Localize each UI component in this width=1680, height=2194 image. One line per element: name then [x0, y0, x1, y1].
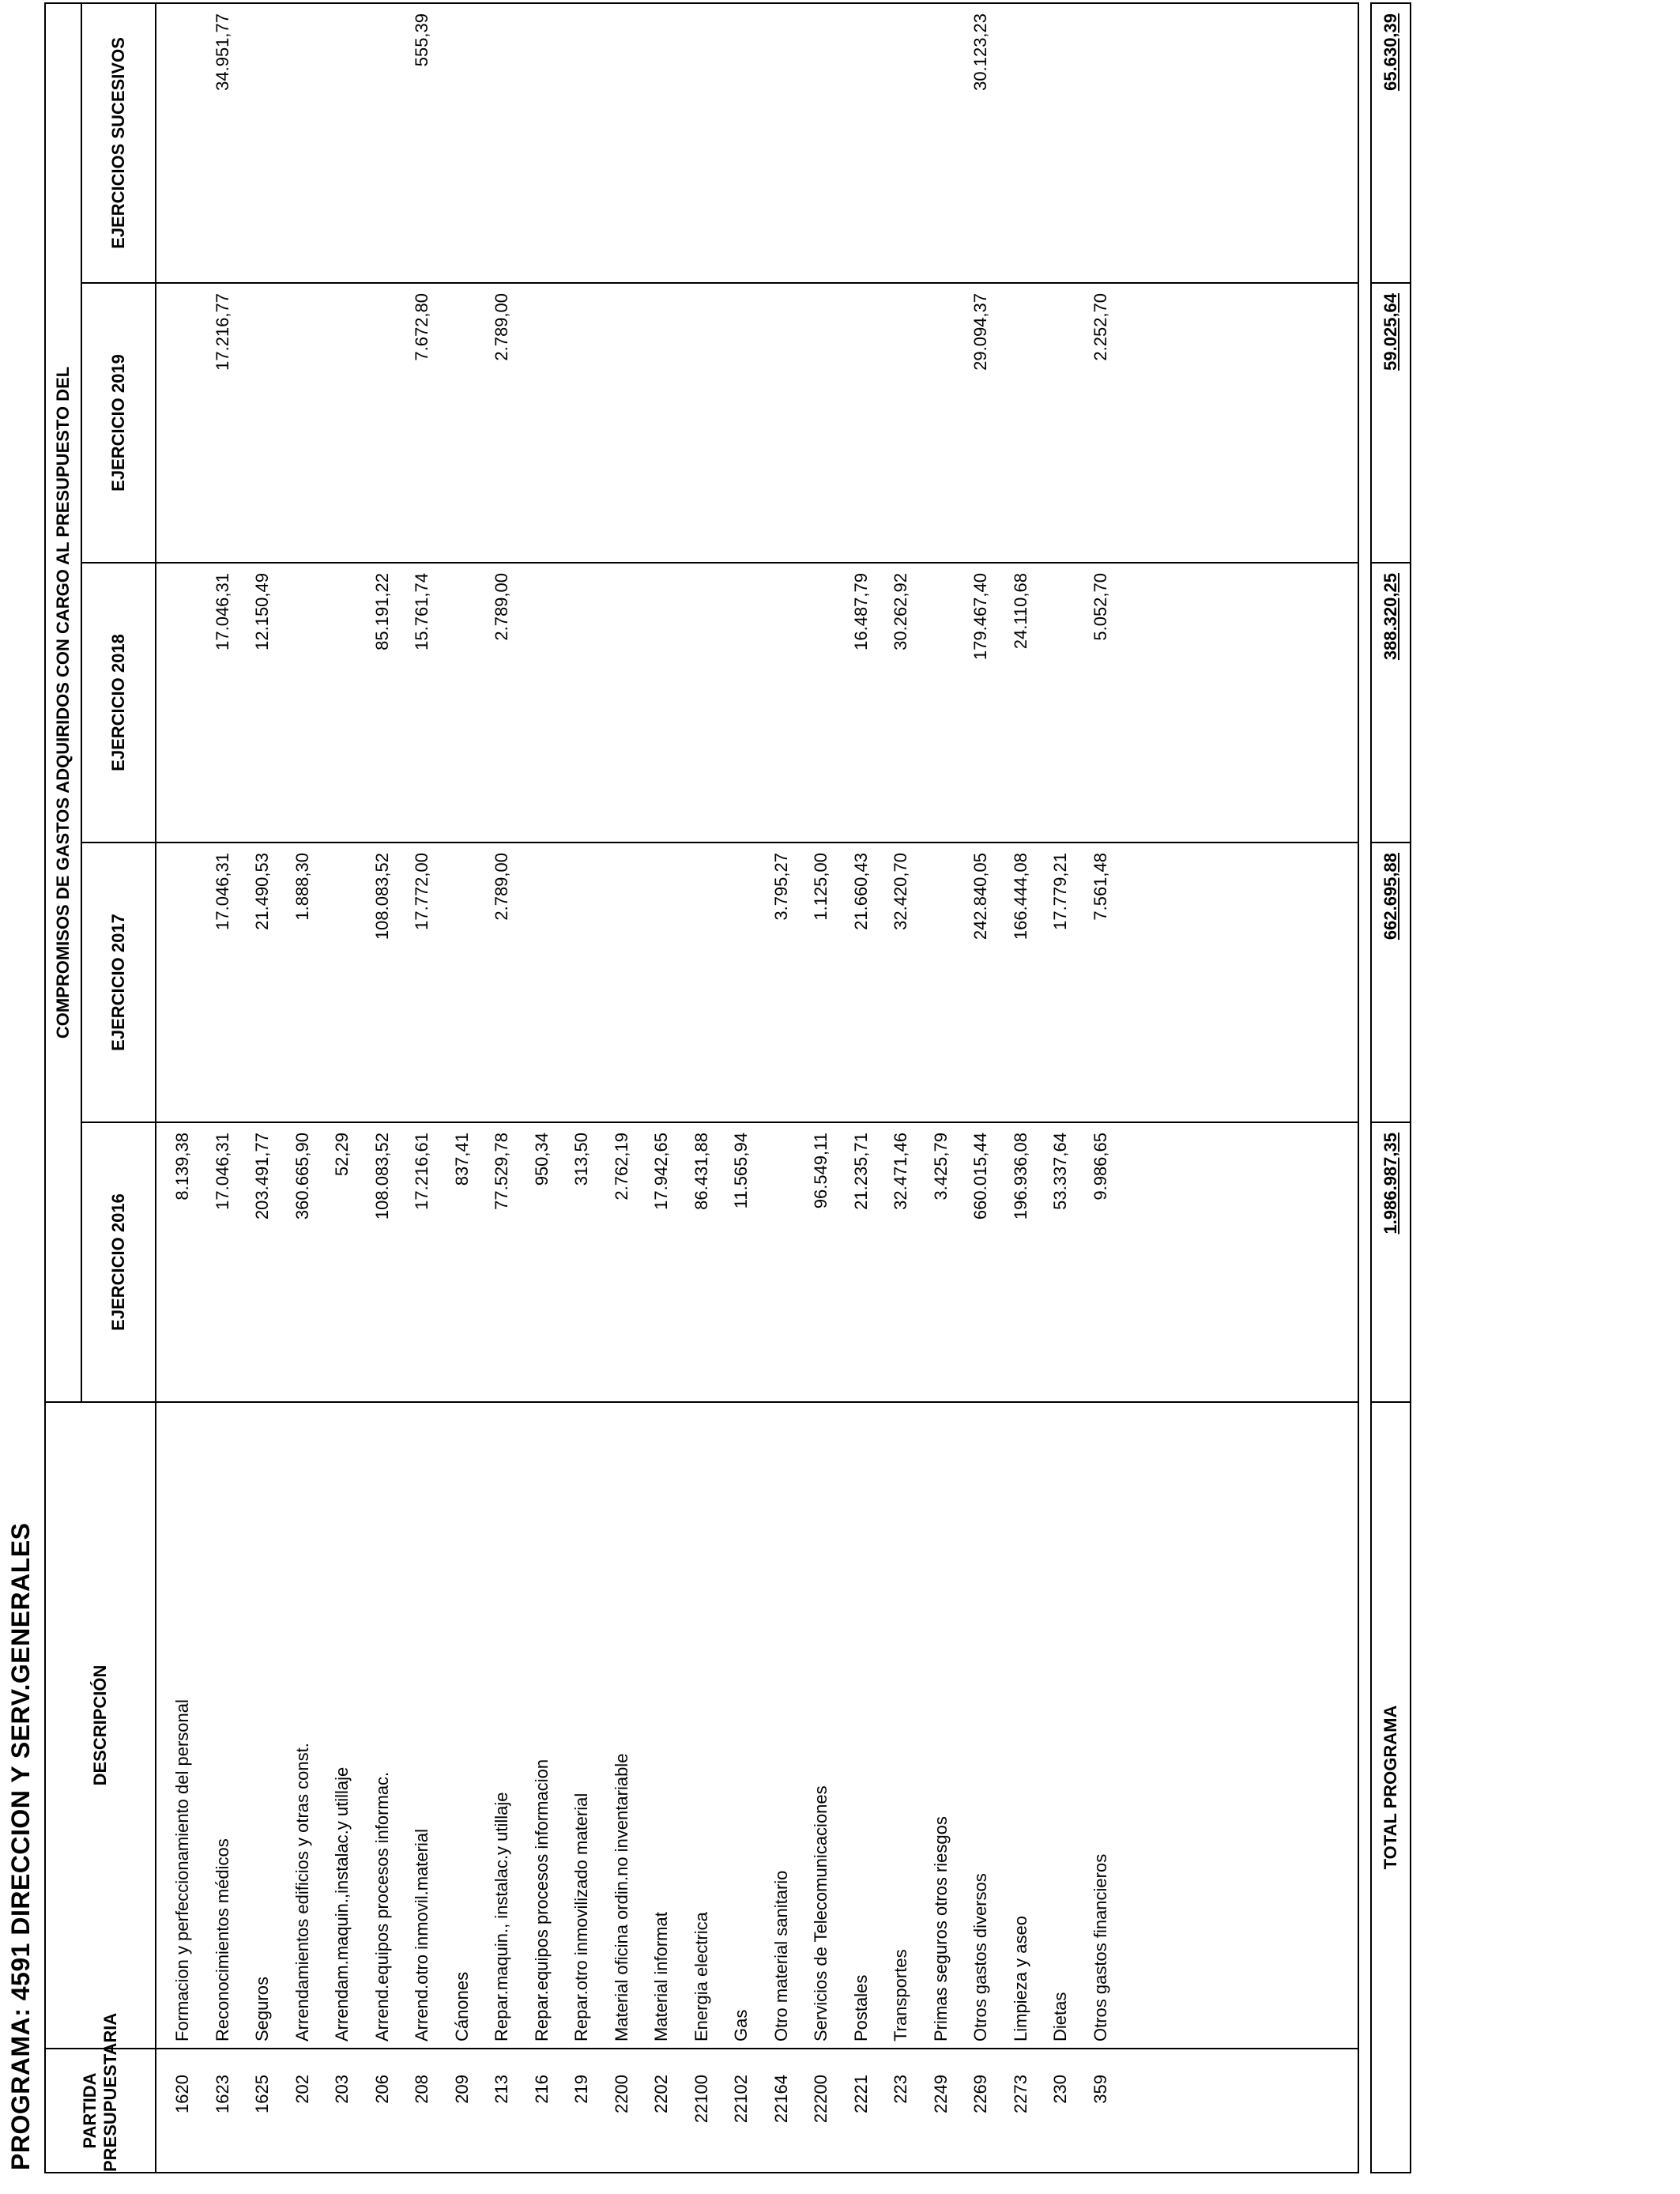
amount-sucesivos: [721, 3, 762, 283]
table-row: [881, 3, 921, 2173]
amount-sucesivos: [243, 3, 283, 283]
amount-2018: [801, 563, 842, 843]
amount-sucesivos: [1041, 3, 1081, 283]
table-row: [156, 3, 203, 2173]
partida-code: 202: [283, 2049, 323, 2173]
filler-cell: [1121, 283, 1358, 563]
amount-2017: 21.660,43: [842, 843, 882, 1122]
filler-cell: [1121, 1402, 1358, 2049]
filler-cell: [1121, 563, 1358, 843]
amount-2018: 24.110,68: [1001, 563, 1042, 843]
partida-code: 1623: [203, 2049, 243, 2173]
partida-code: 208: [402, 2049, 443, 2173]
partida-code: 2202: [642, 2049, 682, 2173]
table-row: [443, 3, 483, 2173]
amount-2019: [243, 283, 283, 563]
table-row: [363, 3, 403, 2173]
amount-2018: [522, 563, 563, 843]
amount-2017: [522, 843, 563, 1122]
table-row: [602, 3, 642, 2173]
amount-2018: 16.487,79: [842, 563, 882, 843]
filler-cell: [1121, 3, 1358, 283]
amount-2016: 17.216,61: [402, 1122, 443, 1402]
amount-2018: 17.046,31: [203, 563, 243, 843]
table-row: [402, 3, 443, 2173]
amount-2018: [682, 563, 722, 843]
amount-sucesivos: 555,39: [402, 3, 443, 283]
descripcion: Arrend.equipos procesos informac.: [363, 1402, 403, 2049]
amount-2019: [721, 283, 762, 563]
amount-2018: 2.789,00: [482, 563, 522, 843]
amount-2016: 660.015,44: [961, 1122, 1001, 1402]
partida-code: 1625: [243, 2049, 283, 2173]
descripcion: Material oficina ordin.no inventariable: [602, 1402, 642, 2049]
amount-2016: 950,34: [522, 1122, 563, 1402]
amount-2019: [443, 283, 483, 563]
amount-sucesivos: [682, 3, 722, 283]
descripcion: Reconocimientos médicos: [203, 1402, 243, 2049]
partida-code: 230: [1041, 2049, 1081, 2173]
amount-2018: [443, 563, 483, 843]
amount-2019: [283, 283, 323, 563]
total-2019: 59.025,64: [1371, 283, 1411, 563]
amount-2019: [801, 283, 842, 563]
header-ejercicio-2019: EJERCICIO 2019: [81, 283, 156, 563]
amount-2018: [1041, 563, 1081, 843]
amount-2019: [1001, 283, 1042, 563]
total-2017: 662.695,88: [1371, 843, 1411, 1122]
amount-2018: [762, 563, 802, 843]
amount-2017: 1.888,30: [283, 843, 323, 1122]
descripcion: Limpieza y aseo: [1001, 1402, 1042, 2049]
amount-2016: 53.337,64: [1041, 1122, 1081, 1402]
descripcion: Primas seguros otros riesgos: [921, 1402, 962, 2049]
amount-2017: [642, 843, 682, 1122]
descripcion: Energia electrica: [682, 1402, 722, 2049]
amount-2017: 108.083,52: [363, 843, 403, 1122]
amount-2018: 12.150,49: [243, 563, 283, 843]
amount-sucesivos: [881, 3, 921, 283]
amount-2016: 360.665,90: [283, 1122, 323, 1402]
descripcion: Repar.equipos procesos informacion: [522, 1402, 563, 2049]
amount-2017: 17.046,31: [203, 843, 243, 1122]
partida-code: 22102: [721, 2049, 762, 2173]
amount-2019: [642, 283, 682, 563]
amount-2016: 86.431,88: [682, 1122, 722, 1402]
amount-2016: 17.942,65: [642, 1122, 682, 1402]
table-row: [522, 3, 563, 2173]
descripcion: Transportes: [881, 1402, 921, 2049]
amount-2019: 17.216,77: [203, 283, 243, 563]
amount-sucesivos: [1081, 3, 1121, 283]
partida-code: 2273: [1001, 2049, 1042, 2173]
amount-2017: [562, 843, 602, 1122]
filler-cell: [1121, 843, 1358, 1122]
table-row: [243, 3, 283, 2173]
partida-code: 2269: [961, 2049, 1001, 2173]
budget-table: [44, 2, 1411, 2173]
amount-sucesivos: [283, 3, 323, 283]
amount-2017: [682, 843, 722, 1122]
amount-2019: [1041, 283, 1081, 563]
amount-sucesivos: 34.951,77: [203, 3, 243, 283]
amount-2016: 8.139,38: [156, 1122, 203, 1402]
header-descripcion: DESCRIPCIÓN: [45, 1402, 156, 2049]
amount-2019: [322, 283, 363, 563]
header-compromisos: COMPROMISOS DE GASTOS ADQUIRIDOS CON CARGO AL PRESUPUESTO DEL: [45, 3, 81, 1402]
table-row: [1081, 3, 1121, 2173]
amount-2019: [921, 283, 962, 563]
amount-2017: 7.561,48: [1081, 843, 1121, 1122]
amount-2019: [602, 283, 642, 563]
amount-2019: 2.789,00: [482, 283, 522, 563]
partida-code: 223: [881, 2049, 921, 2173]
amount-sucesivos: [642, 3, 682, 283]
partida-code: 206: [363, 2049, 403, 2173]
filler-cell: [1121, 1122, 1358, 1402]
total-2016: 1.986.987,35: [1371, 1122, 1411, 1402]
partida-code: 359: [1081, 2049, 1121, 2173]
amount-2019: [363, 283, 403, 563]
descripcion: Cánones: [443, 1402, 483, 2049]
total-label: TOTAL PROGRAMA: [1371, 1402, 1411, 2173]
partida-code: 213: [482, 2049, 522, 2173]
total-sucesivos: 65.630,39: [1371, 3, 1411, 283]
amount-2019: [762, 283, 802, 563]
amount-2018: 85.191,22: [363, 563, 403, 843]
table-row: [762, 3, 802, 2173]
descripcion: Arrendamientos edificios y otras const.: [283, 1402, 323, 2049]
amount-sucesivos: 30.123,23: [961, 3, 1001, 283]
table-row: [801, 3, 842, 2173]
amount-sucesivos: [1001, 3, 1042, 283]
amount-2016: 11.565,94: [721, 1122, 762, 1402]
amount-2018: 15.761,74: [402, 563, 443, 843]
table-row: [961, 3, 1001, 2173]
amount-2017: 17.772,00: [402, 843, 443, 1122]
amount-2017: 17.779,21: [1041, 843, 1081, 1122]
amount-2018: [921, 563, 962, 843]
descripcion: Material informat: [642, 1402, 682, 2049]
amount-2018: [156, 563, 203, 843]
amount-2016: 196.936,08: [1001, 1122, 1042, 1402]
amount-2016: 2.762,19: [602, 1122, 642, 1402]
table-row: [322, 3, 363, 2173]
amount-2019: [682, 283, 722, 563]
amount-2018: 5.052,70: [1081, 563, 1121, 843]
amount-2017: 21.490,53: [243, 843, 283, 1122]
descripcion: Formacion y perfeccionamiento del personal: [156, 1402, 203, 2049]
partida-code: 2200: [602, 2049, 642, 2173]
spacer-row: [1358, 3, 1371, 2173]
amount-2016: 17.046,31: [203, 1122, 243, 1402]
descripcion: Servicios de Telecomunicaciones: [801, 1402, 842, 2049]
amount-2016: 203.491,77: [243, 1122, 283, 1402]
amount-2016: 96.549,11: [801, 1122, 842, 1402]
descripcion: Otros gastos financieros: [1081, 1402, 1121, 2049]
amount-sucesivos: [322, 3, 363, 283]
descripcion: Dietas: [1041, 1402, 1081, 2049]
table-row: [283, 3, 323, 2173]
amount-sucesivos: [482, 3, 522, 283]
amount-2016: 3.425,79: [921, 1122, 962, 1402]
table-row: [721, 3, 762, 2173]
header-partida: PARTIDA PRESUPUESTARIA: [45, 2049, 156, 2173]
header-ejercicio-2017: EJERCICIO 2017: [81, 843, 156, 1122]
amount-sucesivos: [522, 3, 563, 283]
table-row: [642, 3, 682, 2173]
amount-sucesivos: [602, 3, 642, 283]
descripcion: Gas: [721, 1402, 762, 2049]
descripcion: Repar.otro inmovilizado material: [562, 1402, 602, 2049]
table-row: [562, 3, 602, 2173]
amount-2018: [322, 563, 363, 843]
amount-2016: 77.529,78: [482, 1122, 522, 1402]
amount-2017: 242.840,05: [961, 843, 1001, 1122]
amount-2017: [322, 843, 363, 1122]
partida-code: 203: [322, 2049, 363, 2173]
amount-sucesivos: [921, 3, 962, 283]
amount-2019: [522, 283, 563, 563]
amount-2016: 32.471,46: [881, 1122, 921, 1402]
amount-2017: [921, 843, 962, 1122]
amount-2016: 21.235,71: [842, 1122, 882, 1402]
amount-2017: 32.420,70: [881, 843, 921, 1122]
table-body: [156, 3, 1358, 2173]
amount-2019: 29.094,37: [961, 283, 1001, 563]
descripcion: Arrendam.maquin.,instalac.y utillaje: [322, 1402, 363, 2049]
amount-sucesivos: [562, 3, 602, 283]
filler-cell: [1121, 2049, 1358, 2173]
amount-2018: 179.467,40: [961, 563, 1001, 843]
amount-sucesivos: [762, 3, 802, 283]
partida-code: 22164: [762, 2049, 802, 2173]
partida-code: 219: [562, 2049, 602, 2173]
partida-code: 22200: [801, 2049, 842, 2173]
amount-2018: 30.262,92: [881, 563, 921, 843]
amount-2019: 2.252,70: [1081, 283, 1121, 563]
partida-code: 216: [522, 2049, 563, 2173]
amount-sucesivos: [363, 3, 403, 283]
table-row: [1041, 3, 1081, 2173]
descripcion: Repar.maquin., instalac.y utillaje: [482, 1402, 522, 2049]
descripcion: Otros gastos diversos: [961, 1402, 1001, 2049]
total-2018: 388.320,25: [1371, 563, 1411, 843]
table-row: [842, 3, 882, 2173]
amount-2016: 108.083,52: [363, 1122, 403, 1402]
amount-2017: [443, 843, 483, 1122]
amount-2017: 2.789,00: [482, 843, 522, 1122]
descripcion: Seguros: [243, 1402, 283, 2049]
descripcion: Arrend.otro inmovil.material: [402, 1402, 443, 2049]
total-row: [1371, 3, 1411, 2173]
partida-code: 2249: [921, 2049, 962, 2173]
amount-2016: 313,50: [562, 1122, 602, 1402]
amount-2019: [562, 283, 602, 563]
amount-sucesivos: [801, 3, 842, 283]
amount-2019: 7.672,80: [402, 283, 443, 563]
amount-2018: [721, 563, 762, 843]
table-row: [482, 3, 522, 2173]
amount-2018: [642, 563, 682, 843]
header-ejercicios-sucesivos: EJERCICIOS SUCESIVOS: [81, 3, 156, 283]
amount-2017: 1.125,00: [801, 843, 842, 1122]
amount-2018: [562, 563, 602, 843]
table-row: [203, 3, 243, 2173]
amount-sucesivos: [156, 3, 203, 283]
table-row: [1001, 3, 1042, 2173]
partida-code: 209: [443, 2049, 483, 2173]
header-ejercicio-2018: EJERCICIO 2018: [81, 563, 156, 843]
amount-2017: [156, 843, 203, 1122]
descripcion: Postales: [842, 1402, 882, 2049]
amount-2019: [156, 283, 203, 563]
amount-sucesivos: [443, 3, 483, 283]
partida-code: 2221: [842, 2049, 882, 2173]
amount-2019: [842, 283, 882, 563]
filler-row: [1121, 3, 1358, 2173]
amount-2016: 52,29: [322, 1122, 363, 1402]
amount-2017: [602, 843, 642, 1122]
amount-2018: [602, 563, 642, 843]
amount-2016: 837,41: [443, 1122, 483, 1402]
table-row: [921, 3, 962, 2173]
amount-sucesivos: [842, 3, 882, 283]
amount-2016: [762, 1122, 802, 1402]
page-title: PROGRAMA: 4591 DIRECCION Y SERV.GENERALES: [6, 1522, 35, 2170]
amount-2017: 166.444,08: [1001, 843, 1042, 1122]
amount-2019: [881, 283, 921, 563]
amount-2017: [721, 843, 762, 1122]
partida-code: 1620: [156, 2049, 203, 2173]
descripcion: Otro material sanitario: [762, 1402, 802, 2049]
amount-2018: [283, 563, 323, 843]
amount-2016: 9.986,65: [1081, 1122, 1121, 1402]
partida-code: 22100: [682, 2049, 722, 2173]
table-row: [682, 3, 722, 2173]
header-ejercicio-2016: EJERCICIO 2016: [81, 1122, 156, 1402]
amount-2017: 3.795,27: [762, 843, 802, 1122]
